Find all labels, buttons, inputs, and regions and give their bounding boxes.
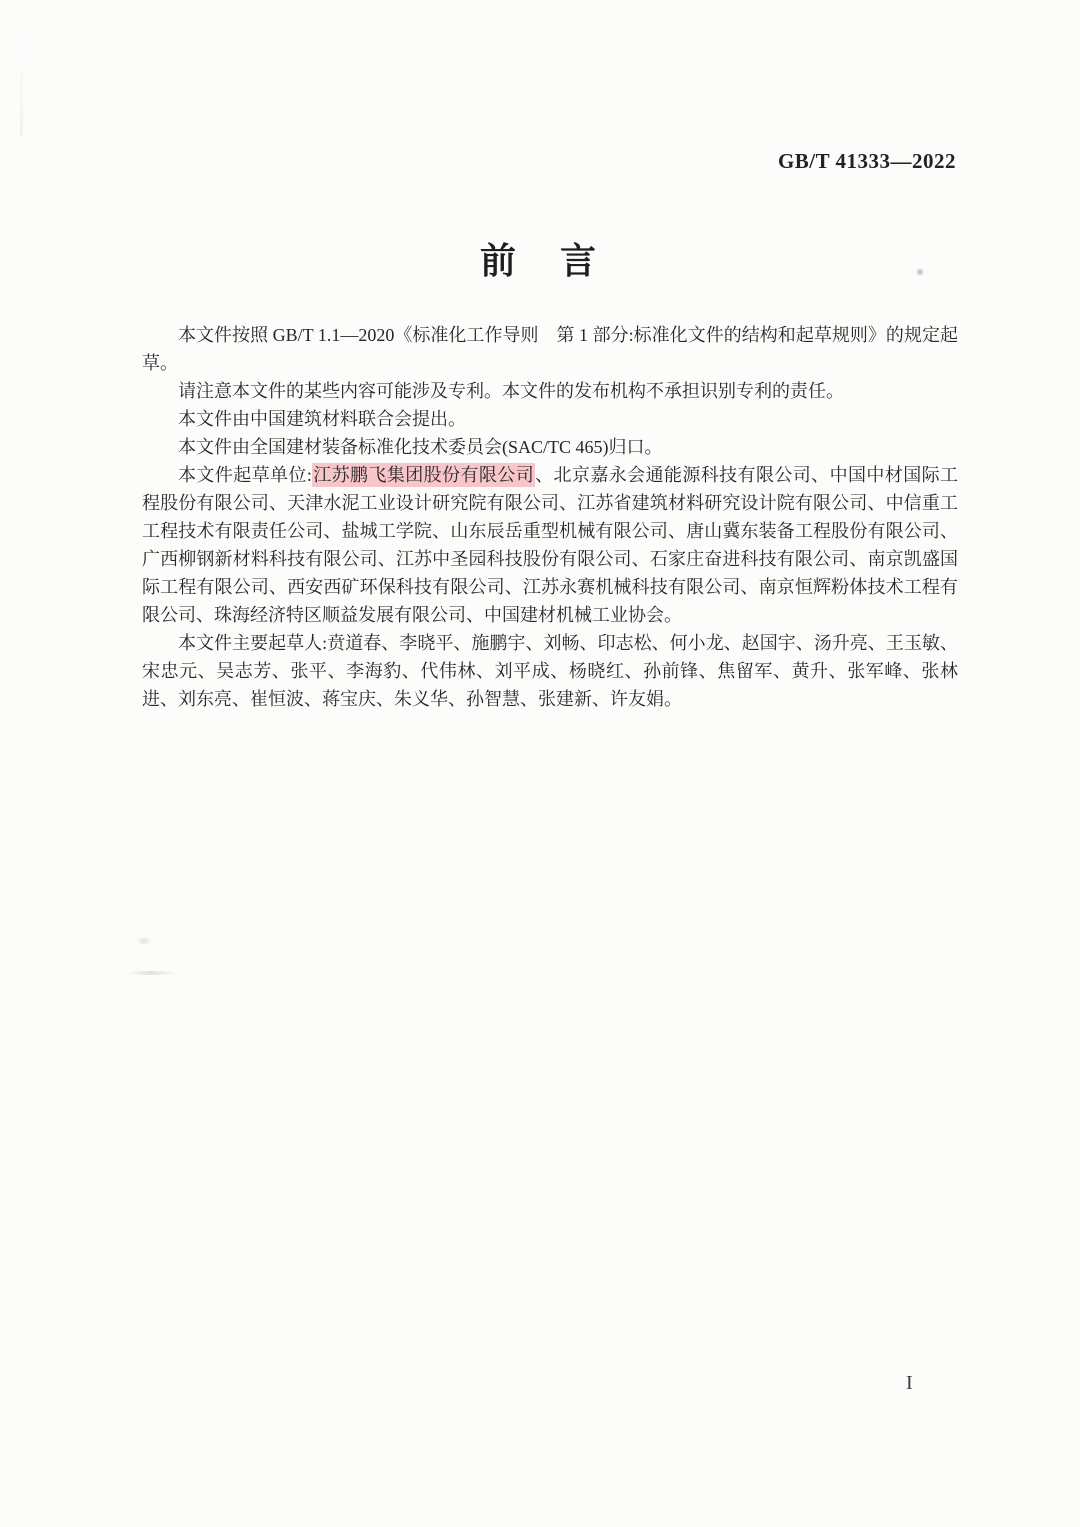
scan-smudge-artifact <box>128 971 174 975</box>
standard-code: GB/T 41333—2022 <box>777 149 956 173</box>
page-title: 前 言 <box>479 240 600 281</box>
page-number: I <box>906 1372 913 1394</box>
paragraph-proposed-by: 本文件由中国建筑材料联合会提出。 <box>178 409 466 429</box>
paragraph-drafting-basis: 本文件按照 GB/T 1.1—2020《标准化工作导则 第 1 部分:标准化文件的结构和起草规则》的规定起草。 <box>142 325 958 373</box>
paragraph-main-drafters: 本文件主要起草人:贲道春、李晓平、施鹏宇、刘畅、印志松、何小龙、赵国宇、汤升亮、王玉敏、宋忠元、吴志芳、张平、李海豹、代伟林、刘平成、杨晓红、孙前锋、焦留军、黄升、张军峰、张林进、刘东亮、崔恒波、蒋宝庆、朱义华、孙智慧、张建新、许友娟。 <box>142 633 958 709</box>
paragraph-patent-notice: 请注意本文件的某些内容可能涉及专利。本文件的发布机构不承担识别专利的责任。 <box>178 381 844 401</box>
drafting-orgs-rest: 、北京嘉永会通能源科技有限公司、中国中材国际工程股份有限公司、天津水泥工业设计研究院有限公司、江苏省建筑材料研究设计院有限公司、中信重工工程技术有限责任公司、盐城工学院、山东辰岳重型机械有限公司、唐山冀东装备工程股份有限公司、广西柳钢新材料科技有限公司、江苏中圣园科技股份有限公司、石家庄奋进科技有限公司、南京凯盛国际工程有限公司、西安西矿环保科技有限公司、江苏永赛机械科技有限公司、南京恒辉粉体技术工程有限公司、珠海经济特区顺益发展有限公司、中国建材机械工业协会。 <box>142 465 959 625</box>
foreword-content <box>142 321 958 713</box>
paragraph-drafting-organizations <box>142 461 958 629</box>
scan-edge-artifact <box>20 34 23 136</box>
paragraph-centralized-by: 本文件由全国建材装备标准化技术委员会(SAC/TC 465)归口。 <box>178 437 663 457</box>
highlighted-company: 江苏鹏飞集团股份有限公司 <box>312 465 535 485</box>
drafting-orgs-prefix: 本文件起草单位: <box>178 465 312 485</box>
scan-smudge-artifact <box>136 938 152 944</box>
